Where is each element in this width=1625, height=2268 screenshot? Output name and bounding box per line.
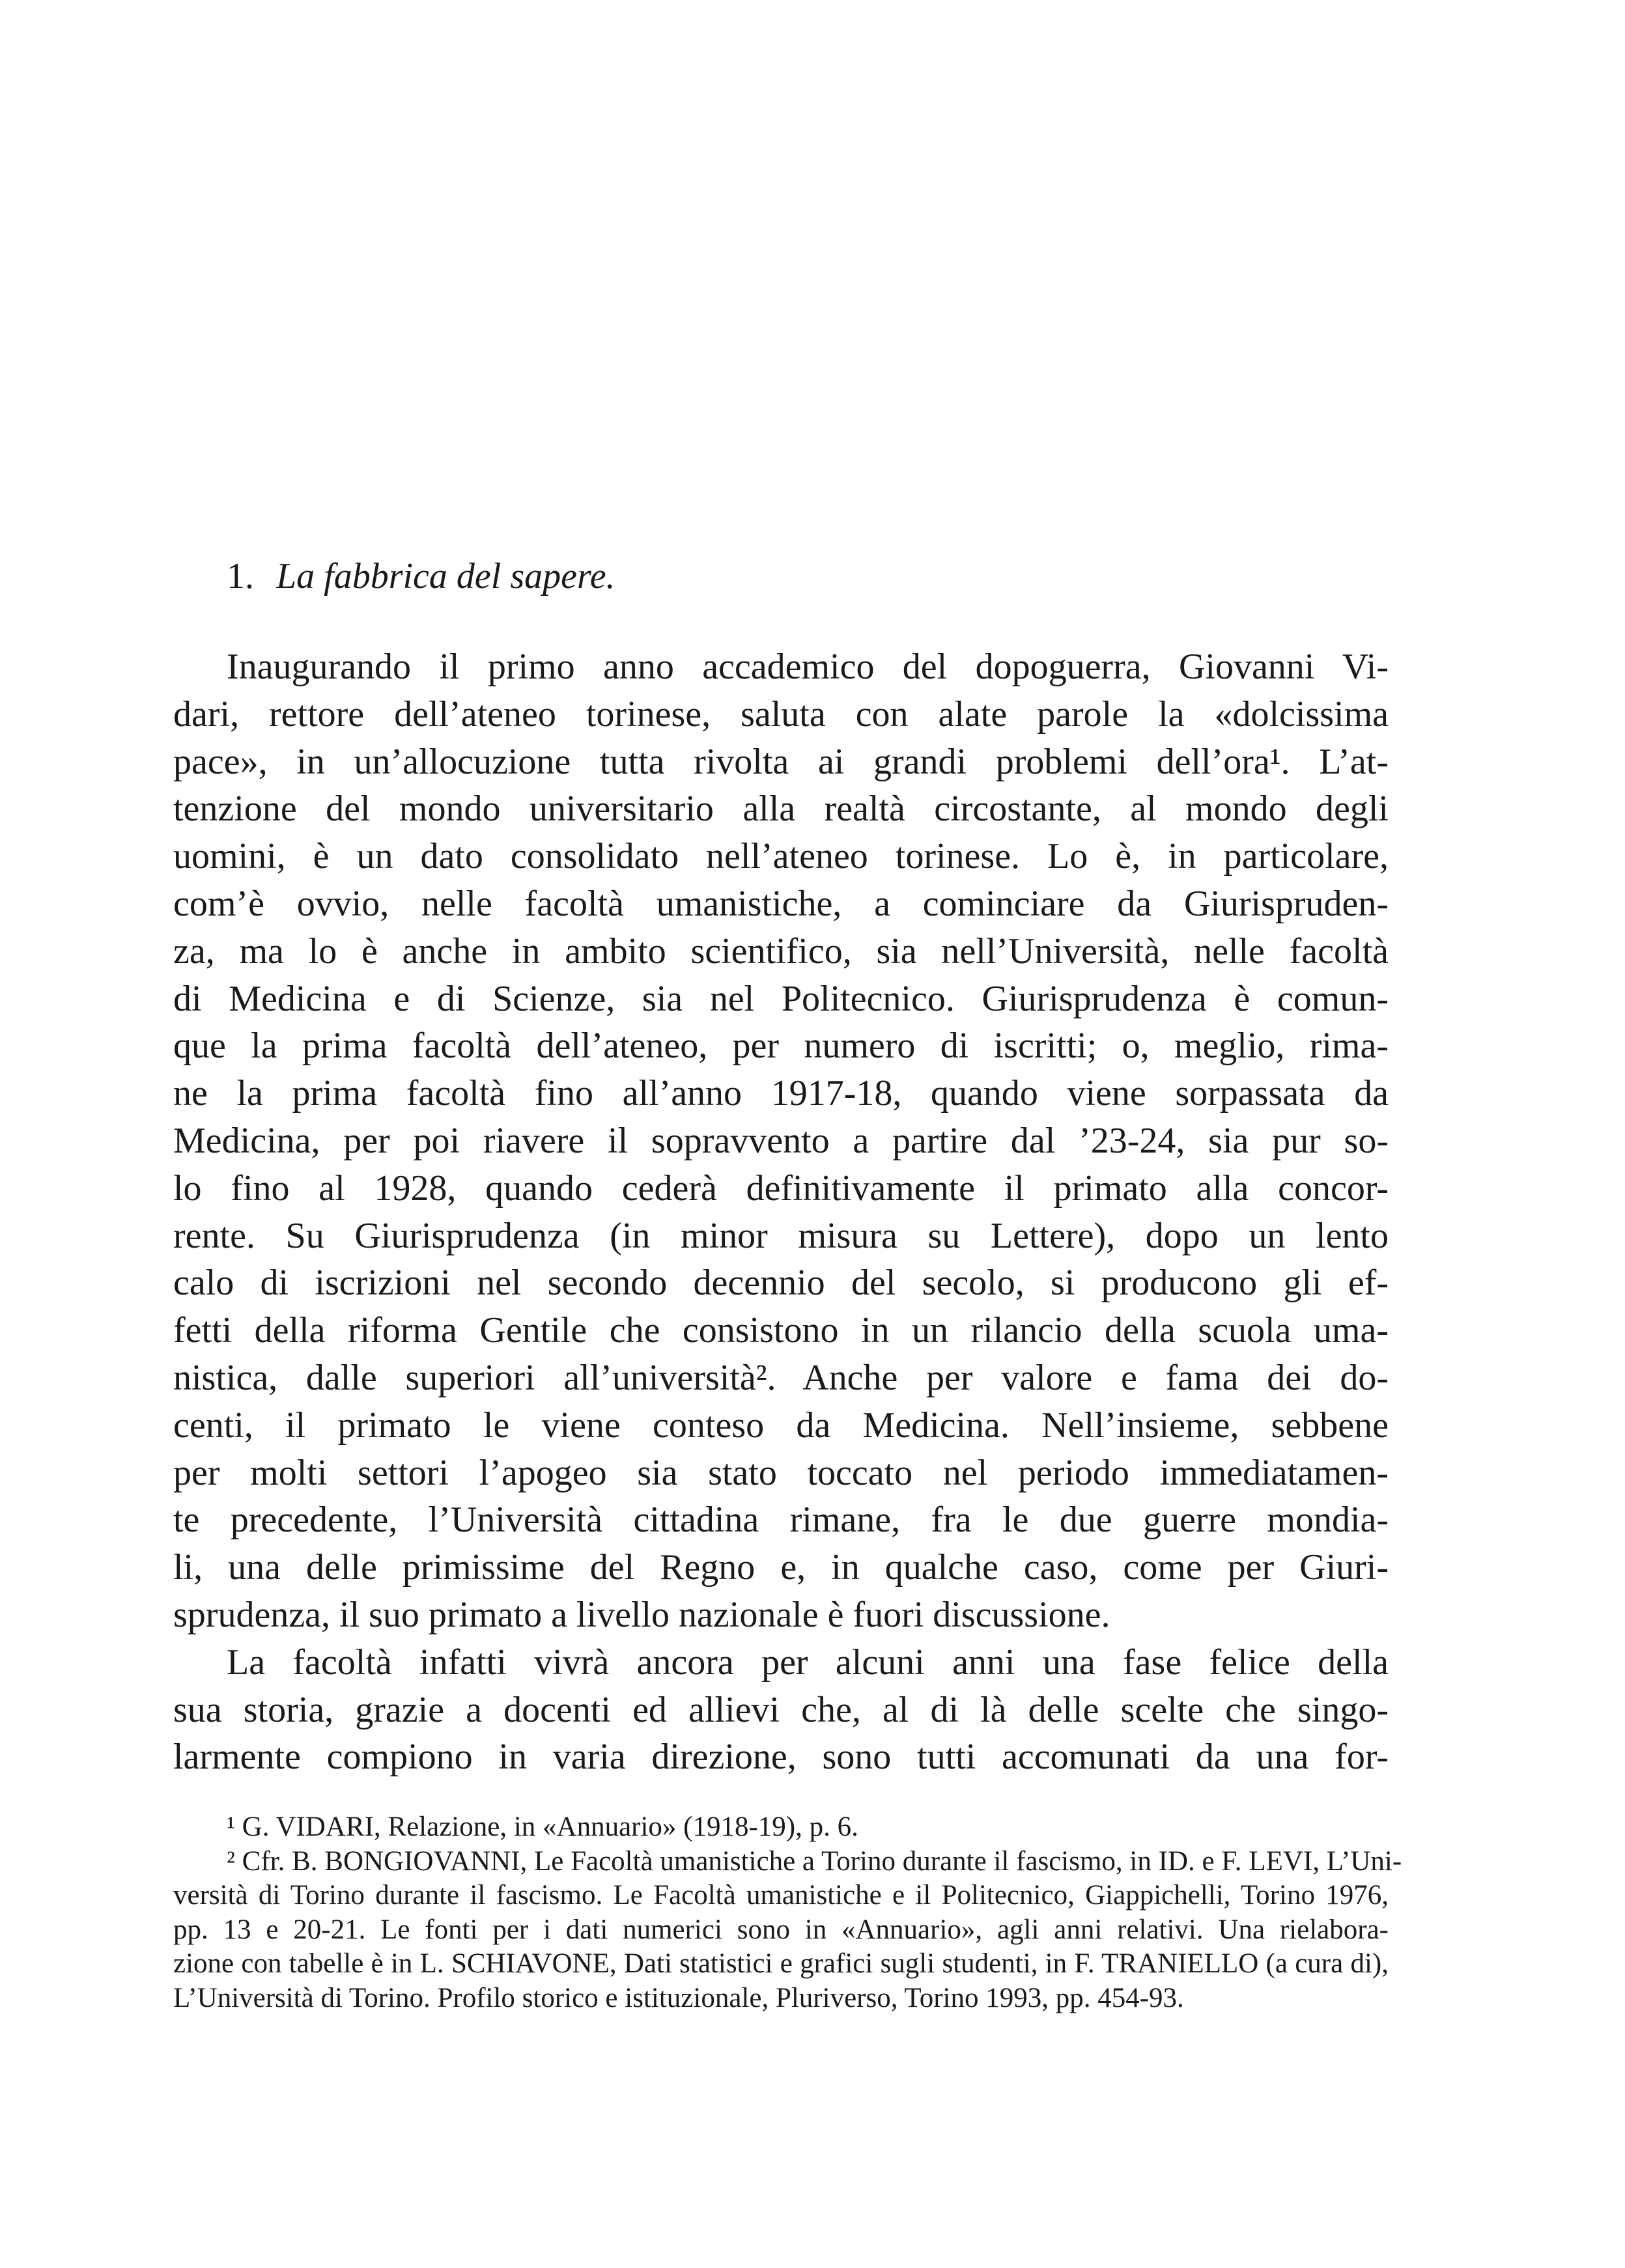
body-line: di Medicina e di Scienze, sia nel Politecnico. Giurisprudenza è comun- bbox=[173, 978, 1389, 1019]
body-line: rente. Su Giurisprudenza (in minor misura su Lettere), dopo un lento bbox=[173, 1215, 1389, 1256]
footnote-line: zione con tabelle è in L. SCHIAVONE, Dati statistici e grafici sugli studenti, in F. TRANIELLO (a cura di), bbox=[173, 1948, 1389, 1979]
body-line: per molti settori l’apogeo sia stato toccato nel periodo immediatamen- bbox=[173, 1452, 1389, 1493]
body-line: tenzione del mondo universitario alla realtà circostante, al mondo degli bbox=[173, 789, 1389, 830]
footnote-line: ¹ G. VIDARI, Relazione, in «Annuario» (1918-19), p. 6. bbox=[227, 1812, 858, 1842]
body-line: fetti della riforma Gentile che consistono in un rilancio della scuola uma- bbox=[173, 1310, 1389, 1351]
body-line: dari, rettore dell’ateneo torinese, saluta con alate parole la «dolcissima bbox=[173, 693, 1389, 735]
footnote-line: ² Cfr. B. BONGIOVANNI, Le Facoltà umanistiche a Torino durante il fascismo, in ID. e F. LEVI, L’Uni- bbox=[227, 1845, 1402, 1877]
footnote-line: pp. 13 e 20-21. Le fonti per i dati numerici sono in «Annuario», agli anni relativi. Una rielabora- bbox=[173, 1914, 1389, 1945]
section-heading bbox=[227, 553, 615, 599]
body-line: La facoltà infatti vivrà ancora per alcuni anni una fase felice della bbox=[227, 1642, 1389, 1683]
body-line: Medicina, per poi riavere il sopravvento a partire dal ’23-24, sia pur so- bbox=[173, 1120, 1389, 1161]
body-line: larmente compiono in varia direzione, sono tutti accomunati da una for- bbox=[173, 1737, 1389, 1778]
section-title: La fabbrica del sapere. bbox=[276, 556, 615, 596]
body-line: sua storia, grazie a docenti ed allievi che, al di là delle scelte che singo- bbox=[173, 1689, 1389, 1730]
body-line: uomini, è un dato consolidato nell’ateneo torinese. Lo è, in particolare, bbox=[173, 836, 1389, 877]
body-line: sprudenza, il suo primato a livello nazionale è fuori discussione. bbox=[173, 1594, 1110, 1635]
section-number: 1. bbox=[227, 556, 254, 596]
body-line: te precedente, l’Università cittadina rimane, fra le due guerre mondia- bbox=[173, 1500, 1389, 1541]
body-line: za, ma lo è anche in ambito scientifico, sia nell’Università, nelle facoltà bbox=[173, 931, 1389, 972]
body-text bbox=[173, 643, 1389, 1781]
body-line: Inaugurando il primo anno accademico del dopoguerra, Giovanni Vi- bbox=[227, 647, 1389, 687]
body-line: com’è ovvio, nelle facoltà umanistiche, a cominciare da Giurispruden- bbox=[173, 883, 1389, 924]
footnote-line: L’Università di Torino. Profilo storico e istituzionale, Pluriverso, Torino 1993, pp. 454-93. bbox=[173, 1982, 1184, 2013]
body-line: que la prima facoltà dell’ateneo, per numero di iscritti; o, meglio, rima- bbox=[173, 1026, 1389, 1067]
body-line: centi, il primato le viene conteso da Medicina. Nell’insieme, sebbene bbox=[173, 1405, 1389, 1446]
footnotes bbox=[173, 1810, 1402, 2015]
body-line: nistica, dalle superiori all’università². Anche per valore e fama dei do- bbox=[173, 1357, 1389, 1398]
body-line: calo di iscrizioni nel secondo decennio del secolo, si producono gli ef- bbox=[173, 1263, 1389, 1304]
body-line: pace», in un’allocuzione tutta rivolta ai grandi problemi dell’ora¹. L’at- bbox=[173, 741, 1389, 782]
body-line: li, una delle primissime del Regno e, in qualche caso, come per Giuri- bbox=[173, 1547, 1389, 1588]
footnote-line: versità di Torino durante il fascismo. Le Facoltà umanistiche e il Politecnico, Giappichelli, Torino 1976, bbox=[173, 1880, 1389, 1911]
body-line: lo fino al 1928, quando cederà definitivamente il primato alla concor- bbox=[173, 1168, 1389, 1209]
body-line: ne la prima facoltà fino all’anno 1917-18, quando viene sorpassata da bbox=[173, 1073, 1389, 1114]
